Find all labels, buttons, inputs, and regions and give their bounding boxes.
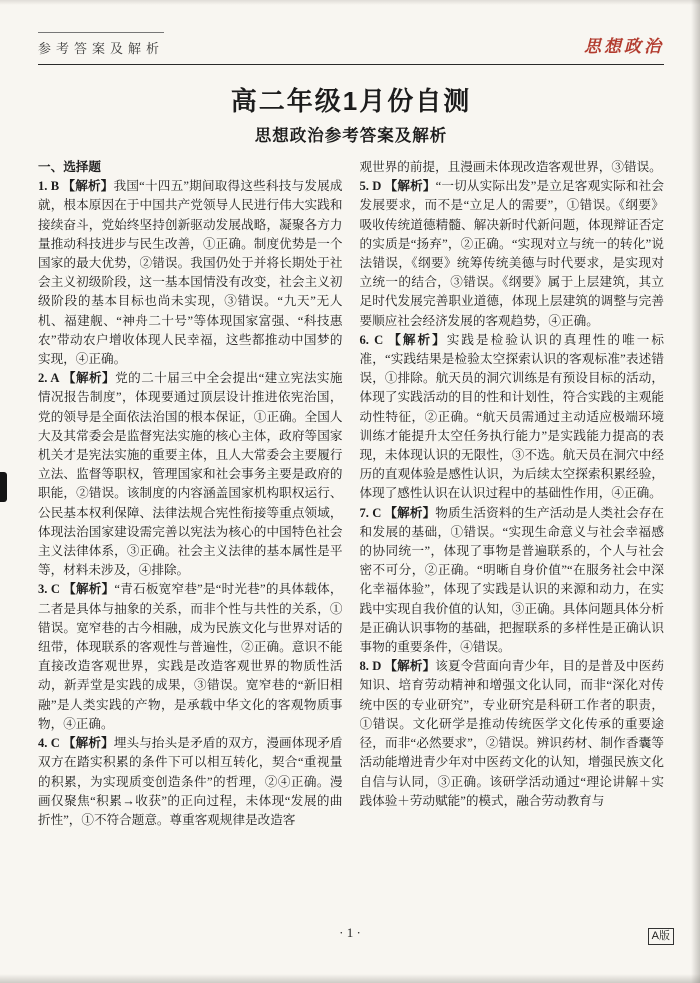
analysis-tag: 【解析】 — [62, 371, 116, 386]
answer-item-1 — [38, 177, 343, 369]
answer-item-2 — [38, 369, 343, 580]
analysis-tag: 【解析】 — [62, 582, 115, 597]
header-subject-label: 思想政治 — [584, 37, 664, 56]
answer-item-3 — [38, 580, 343, 734]
page-title: 高二年级1月份自测 — [230, 86, 472, 116]
analysis-text: 观世界的前提，且漫画未体现改造客观世界，③错误。 — [359, 160, 662, 174]
analysis-text: 我国“十四五”期间取得这些科技与发展成就，根本原因在于中国共产党领导人民进行伟大实践和接续奋斗，党始终坚持创新驱动发展战略，凝聚各方力量推动科技进步与民生改善，①正确。制度优势是一个国家的最大优势，②错误。我国仍处于并将长期处于社会主义初级阶段，这一基本国情没有改变，社会主义初级阶段的基本目标也尚未实现，③错误。“九天”无人机、福建舰、“神舟二十号”等体现国家富强、“科技惠农”带动农户增收体现人民幸福，这些都推动中国梦的实现，④正确。 — [38, 179, 343, 367]
answer-item-7 — [360, 504, 665, 658]
page-subtitle: 思想政治参考答案及解析 — [254, 127, 448, 145]
analysis-tag: 【解析】 — [386, 332, 447, 347]
answer-item-4 — [38, 734, 343, 830]
analysis-tag: 【解析】 — [62, 736, 114, 751]
scan-artifact-mark — [0, 472, 7, 502]
answer-item-4-continuation — [360, 158, 665, 177]
analysis-text: 该夏令营面向青少年，目的是普及中医药知识、培育劳动精神和增强文化认同，而非“深化对传统中医的专业研究”，专业研究是科研工作者的职责，①错误。文化研学是推动传统医学文化传承的重要途径，而非“必然要求”，②错误。辨识药材、制作香囊等活动能增进青少年对中医药文化的认知，增强民族文化自信与认同，③正确。该研学活动通过“理论讲解＋实践体验＋劳动赋能”的模式，融合劳动教育与 — [359, 659, 664, 808]
answer-number: 5. D — [359, 179, 382, 194]
answer-number: 8. D — [359, 659, 382, 674]
page-number: · 1 · — [339, 925, 361, 940]
analysis-text: 物质生活资料的生产活动是人类社会存在和发展的基础，①错误。“实现生命意义与社会幸福感的协同统一”，体现了事物是普遍联系的，个人与社会密不可分，②正确。“明晰自身价值”“在服务社会中深化幸福体验”，体现了实践是认识的来源和动力，在实践中实现自我价值的认知，③正确。具体问题具体分析是正确认识事物的基础，把握联系的多样性是正确认识事物的重要条件，④错误。 — [359, 505, 664, 655]
analysis-tag: 【解析】 — [62, 179, 114, 194]
content-columns — [38, 158, 664, 943]
header-left-label: 参考答案及解析 — [38, 32, 164, 57]
answer-item-8 — [360, 657, 665, 811]
analysis-tag: 【解析】 — [384, 179, 436, 194]
analysis-text: 实践是检验认识的真理性的唯一标准，“实践结果是检验太空探索认识的客观标准”表述错误，①排除。航天员的洞穴训练是有预设目标的活动，体现了实践活动的目的性和计划性，符合实践的主观能动性特征，②正确。“航天员需通过主动适应极端环境训练才能提升太空任务执行能力”是实践能力提高的表现，未体现认识的无限性，③不选。航天员在洞穴中经历的直观体验是感性认识，为后续太空探索积累经验，体现了感性认识在认识过程中的基础性作用，④正确。 — [359, 332, 664, 501]
analysis-tag: 【解析】 — [384, 659, 436, 674]
page-header — [38, 32, 664, 65]
analysis-text: “一切从实际出发”是立足客观实际和社会发展要求，而不是“立足人的需要”，①错误。《纲要》吸收传统道德精髓、解决新时代新问题，体现辩证否定的实质是“扬弃”，②正确。“实现对立与统一的转化”说法错误，《纲要》统筹传统美德与时代要求，是实现对立统一的结合，③错误。《纲要》属于上层建筑，其立足时代发展完善职业道德，体现上层建筑的调整与完善要顺应社会经济发展的客观趋势，④正确。 — [359, 179, 664, 328]
answer-number: 7. C — [359, 505, 382, 520]
answer-number: 6. C — [359, 332, 384, 347]
analysis-text: 党的二十届三中全会提出“建立宪法实施情况报告制度”，体现要通过顶层设计推进依宪治国，党的领导是全面依法治国的根本保证，①正确。全国人大及其常委会是监督宪法实施的核心主体，政府等国家机关才是宪法实施的重要主体，且人大常委会主要履行立法、监督等职权，管理国家和社会事务主要是政府的职能，②错误。该制度的内容涵盖国家机构职权运行、公民基本权利保障、法律法规合宪性衔接等重点领域，体现法治国家建设需完善以宪法为核心的中国特色社会主义法律体系，③正确。社会主义法律的基本属性是平等，材料未涉及，④排除。 — [38, 371, 343, 578]
right-column — [360, 158, 665, 943]
analysis-text: 埋头与抬头是矛盾的双方，漫画体现矛盾双方在踏实积累的条件下可以相互转化，契合“重视量的积累，为实现质变创造条件”的哲理，②④正确。漫画仅聚焦“积累→收获”的正向过程，未体现“发展的曲折性”，①不符合题意。尊重客观规律是改造客 — [38, 736, 343, 827]
answer-number: 1. B — [38, 179, 60, 194]
answer-item-6 — [360, 331, 665, 504]
analysis-tag: 【解析】 — [384, 505, 436, 520]
answer-number: 3. C — [38, 582, 60, 597]
answer-number: 2. A — [38, 371, 60, 386]
scan-edge-shadow-bottom — [0, 974, 700, 983]
left-column — [38, 158, 343, 943]
answer-number: 4. C — [38, 736, 60, 751]
edition-badge: A版 — [648, 928, 674, 945]
answer-item-5 — [360, 177, 665, 331]
analysis-text: “青石板宽窄巷”是“时光巷”的具体载体，二者是具体与抽象的关系，而非个性与共性的关系，①错误。宽窄巷的古今相融，成为民族文化与世界对话的纽带，体现联系的客观性与普遍性，②正确。意识不能直接改造客观世界，实践是改造客观世界的物质性活动，新弄堂是实践的成果，③错误。宽窄巷的“新旧相融”是人类实践的产物，是承载中华文化的客观物质事物，④正确。 — [38, 582, 343, 731]
section-title: 一、选择题 — [38, 160, 101, 174]
